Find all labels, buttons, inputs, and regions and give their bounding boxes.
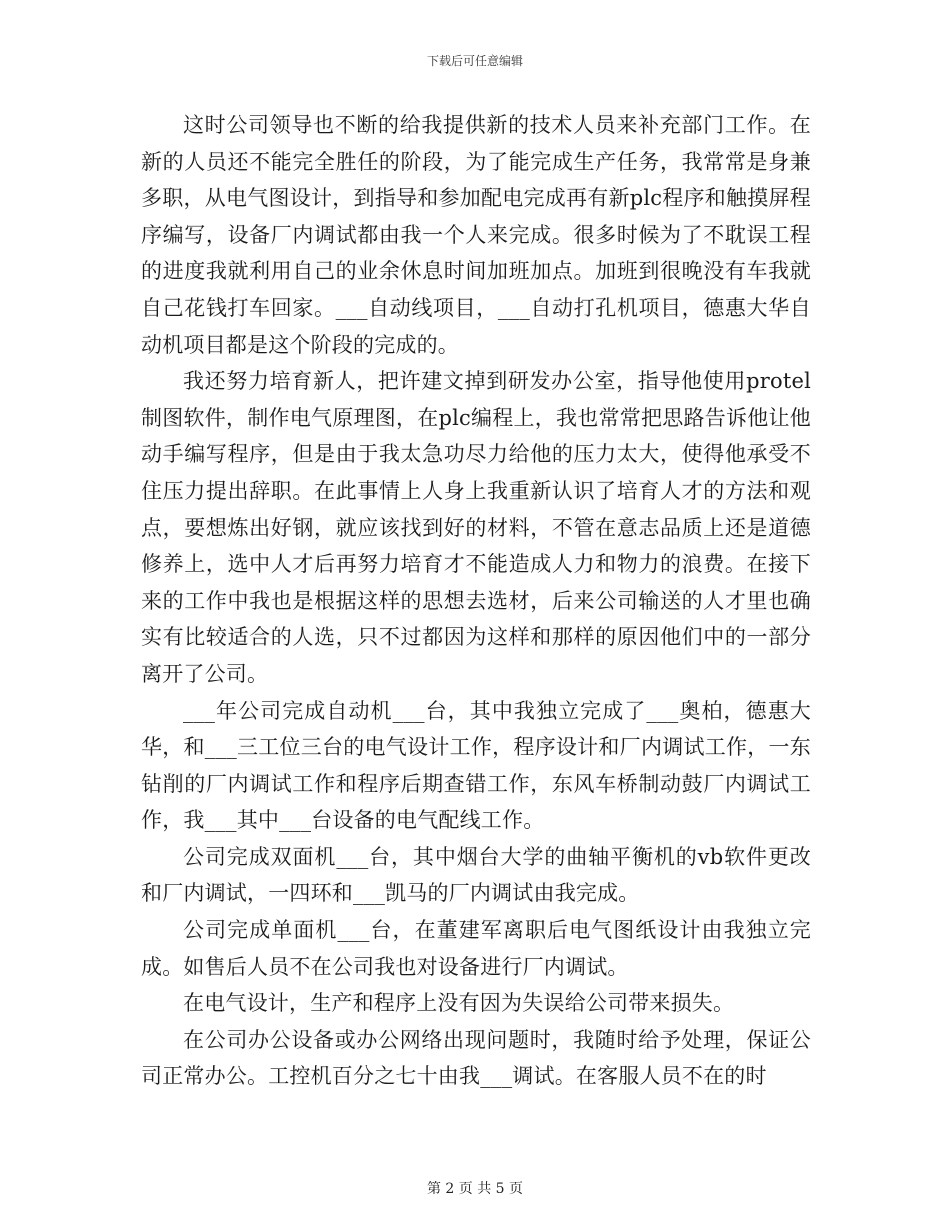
- page-header: 下载后可任意编辑: [426, 54, 523, 68]
- page-footer: 第 2 页 共 5 页: [426, 1181, 524, 1197]
- paragraph-5: 公司完成单面机___台，在董建军离职后电气图纸设计由我独立完成。如售后人员不在公司我也对设备进行厂内调试。: [141, 918, 811, 979]
- paragraph-1: 这时公司领导也不断的给我提供新的技术人员来补充部门工作。在新的人员还不能完全胜任的阶段，为了能完成生产任务，我常常是身兼多职，从电气图设计，到指导和参加配电完成再有新plc程序和触摸屏程序编写，设备厂内调试都由我一个人来完成。很多时候为了不耽误工程的进度我就利用自己的业余休息时间加班加点。加班到很晚没有车我就自己花钱打车回家。___自动线项目，___自动打孔机项目，德惠大华自动机项目都是这个阶段的完成的。: [141, 113, 811, 357]
- paragraph-4: 公司完成双面机___台，其中烟台大学的曲轴平衡机的vb软件更改和厂内调试，一四环和___凯马的厂内调试由我完成。: [141, 844, 811, 906]
- paragraph-7: 在公司办公设备或办公网络出现问题时，我随时给予处理，保证公司正常办公。工控机百分之七十由我___调试。在客服人员不在的时: [141, 1027, 811, 1089]
- document-body: [141, 107, 811, 1095]
- paragraph-2: 我还努力培育新人，把许建文掉到研发办公室，指导他使用protel制图软件，制作电气原理图，在plc编程上，我也常常把思路告诉他让他动手编写程序，但是由于我太急功尽力给他的压力太大，使得他承受不住压力提出辞职。在此事情上人身上我重新认识了培育人才的方法和观点，要想炼出好钢，就应该找到好的材料，不管在意志品质上还是道德修养上，选中人才后再努力培育才不能造成人力和物力的浪费。在接下来的工作中我也是根据这样的思想去选材，后来公司输送的人才里也确实有比较适合的人选，只不过都因为这样和那样的原因他们中的一部分离开了公司。: [141, 369, 811, 686]
- paragraph-6: 在电气设计，生产和程序上没有因为失误给公司带来损失。: [183, 991, 735, 1016]
- paragraph-3: ___年公司完成自动机___台，其中我独立完成了___奥柏，德惠大华，和___三工位三台的电气设计工作，程序设计和厂内调试工作，一东钻削的厂内调试工作和程序后期查错工作，东风车桥制动鼓厂内调试工作，我___其中___台设备的电气配线工作。: [141, 698, 811, 833]
